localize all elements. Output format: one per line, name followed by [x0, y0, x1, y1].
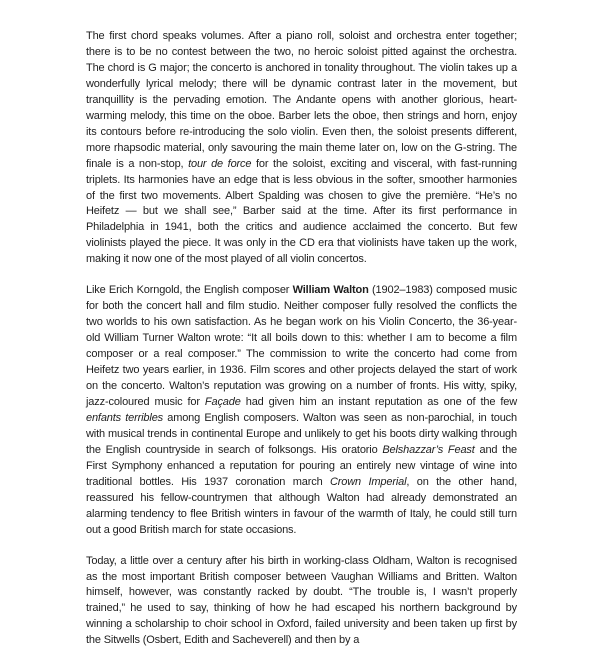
composer-name-bold: William Walton	[292, 284, 369, 297]
text-run: and the First Symphony enhanced a reputation for pouring an entirely new vintage of wine into traditional bottles. His 1937 coronation march	[86, 443, 518, 488]
work-title-italic: Façade	[204, 395, 241, 408]
text-run: Like Erich Korngold, the English composer	[86, 284, 293, 297]
work-title-italic: Crown Imperial	[329, 475, 407, 488]
text-run: for the soloist, exciting and visceral, with fast-running triplets. Its harmonies have an edge that is less obvious in the softer, smoother harmonies of the first two movements. Albert Spalding was chosen to give the première. “He’s no Heifetz — but we shall see,” Barber said at the time. After its first performance in Philadelphia in 1941, both the critics and audience acclaimed the concerto. But few violinists played the piece. It was only in the CD era that violinists have taken up the work, making it now one of the most played of all violin concertos.	[86, 157, 517, 266]
text-run-italic: tour de force	[188, 157, 252, 170]
text-run: The first chord speaks volumes. After a piano roll, soloist and orchestra enter together; there is to be no contest between the two, no heroic soloist pitted against the orchestra. The chord is G major; the concerto is anchored in tonality throughout. The violin takes up a wonderfully lyrical melody; there will be dynamic contrast later in the movement, but tranquillity is the pervading emotion. The Andante opens with another glorious, heart-warming melody, this time on the oboe. Barber lets the oboe, then strings and horn, enjoy its contours before re-introducing the solo violin. Even then, the soloist presents different, more rhapsodic material, only savouring the main theme later on, low on the G-string. The finale is a non-stop,	[86, 30, 517, 170]
text-run: had given him an instant reputation as one of the few	[240, 395, 517, 408]
text-run: among English composers. Walton was seen as non-parochial, in touch with musical trends in continental Europe and unlikely to get his boots dirty walking through the English countryside in search of folksongs. His oratorio	[86, 411, 517, 456]
paragraph-barber-concerto	[86, 29, 517, 268]
paragraph-walton-intro	[86, 283, 517, 538]
work-title-italic: Belshazzar’s Feast	[382, 443, 475, 456]
phrase-italic: enfants terribles	[86, 411, 164, 424]
text-run: Today, a little over a century after his birth in working-class Oldham, Walton is recognised as the most important British composer between Vaughan Williams and Britten. Walton himself, however, was constantly racked by doubt. “The trouble is, I wasn’t properly trained,” he used to say, thinking of how he had escaped his northern background by winning a scholarship to choir school in Oxford, failed university and been taken up first by the Sitwells (Osbert, Edith and Sacheverell) and then by a	[86, 554, 517, 647]
text-run: (1902–1983) composed music for both the concert hall and film studio. Neither composer fully resolved the conflicts the two worlds to his own satisfaction. As he began work on his Violin Concerto, the 36-year-old William Turner Walton wrote: “It all boils down to this: whether I am to become a film composer or a real composer.” The commission to write the concerto had come from Heifetz two years earlier, in 1936. Film scores and other projects delayed the start of work on the concerto. Walton’s reputation was growing on a number of fronts. His witty, spiky, jazz-coloured music for	[86, 284, 517, 408]
document-page	[86, 29, 517, 664]
text-run: , on the other hand, reassured his fellow-countrymen that although Walton had already demonstrated an alarming tendency to flee British winters in favour of the warmth of Italy, he could still turn out a good British march for state occasions.	[86, 475, 517, 536]
paragraph-walton-oldham	[86, 554, 517, 650]
